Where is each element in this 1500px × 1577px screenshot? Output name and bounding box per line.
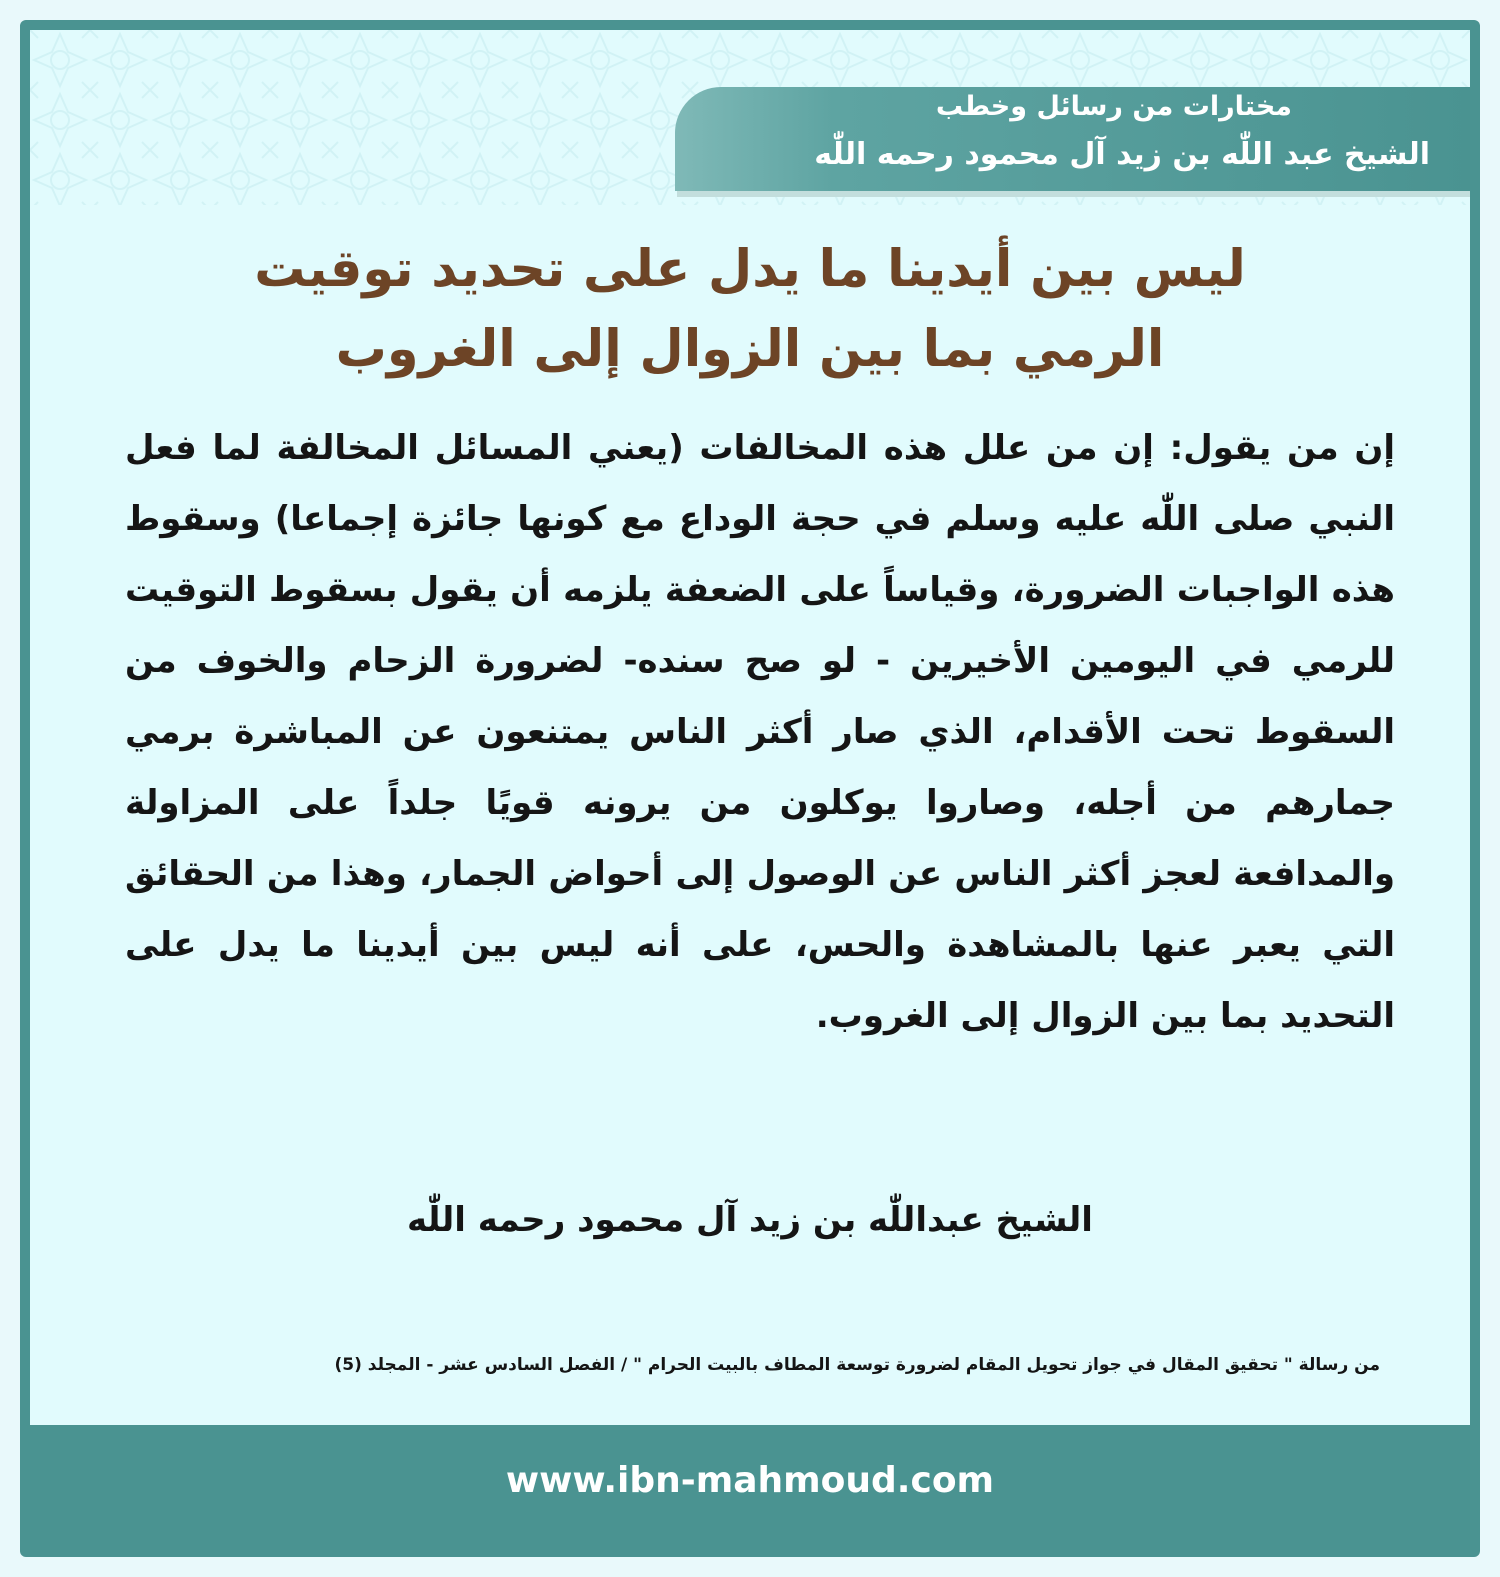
article-title-line2: الرمي بما بين الزوال إلى الغروب (335, 320, 1165, 379)
article-body: إن من يقول: إن من علل هذه المخالفات (يعني المسائل المخالفة لما فعل النبي صلى اللّٰه عليه وسلم في حجة الوداع مع كونها جائزة إجماعا) وسقوط هذه الواجبات الضرورة، وقياساً على الضعفة يلزمه أن يقول بسقوط التوقيت للرمي في اليومين الأخيرين - لو صح سنده- لضرورة الزحام والخوف من السقوط تحت الأقدام، الذي صار أكثر الناس يمتنعون عن المباشرة برمي جمارهم من أجله، وصاروا يوكلون من يرونه قويًا جلداً على المزاولة والمدافعة لعجز أكثر الناس عن الوصول إلى أحواض الجمار، وهذا من الحقائق التي يعبر عنها بالمشاهدة والحس، على أنه ليس بين أيدينا ما يدل على التحديد بما بين الزوال إلى الغروب. (125, 428, 1395, 1036)
series-author: الشيخ عبد اللّٰه بن زيد آل محمود رحمه اللّٰه (814, 137, 1430, 172)
article-title-line1: ليس بين أيدينا ما يدل على تحديد توقيت (254, 240, 1246, 299)
series-title: مختارات من رسائل وخطب (935, 91, 1292, 122)
quote-card (30, 30, 1470, 1425)
source-citation: من رسالة " تحقيق المقال في جواز تحويل المقام لضرورة توسعة المطاف بالبيت الحرام " / الفصل السادس عشر - المجلد (5) (334, 1355, 1380, 1375)
series-banner (675, 87, 1470, 191)
author-signature: الشيخ عبداللّٰه بن زيد آل محمود رحمه اللّٰه (407, 1200, 1093, 1240)
article-title (130, 230, 1370, 390)
website-link[interactable]: www.ibn-mahmoud.com (505, 1460, 995, 1501)
